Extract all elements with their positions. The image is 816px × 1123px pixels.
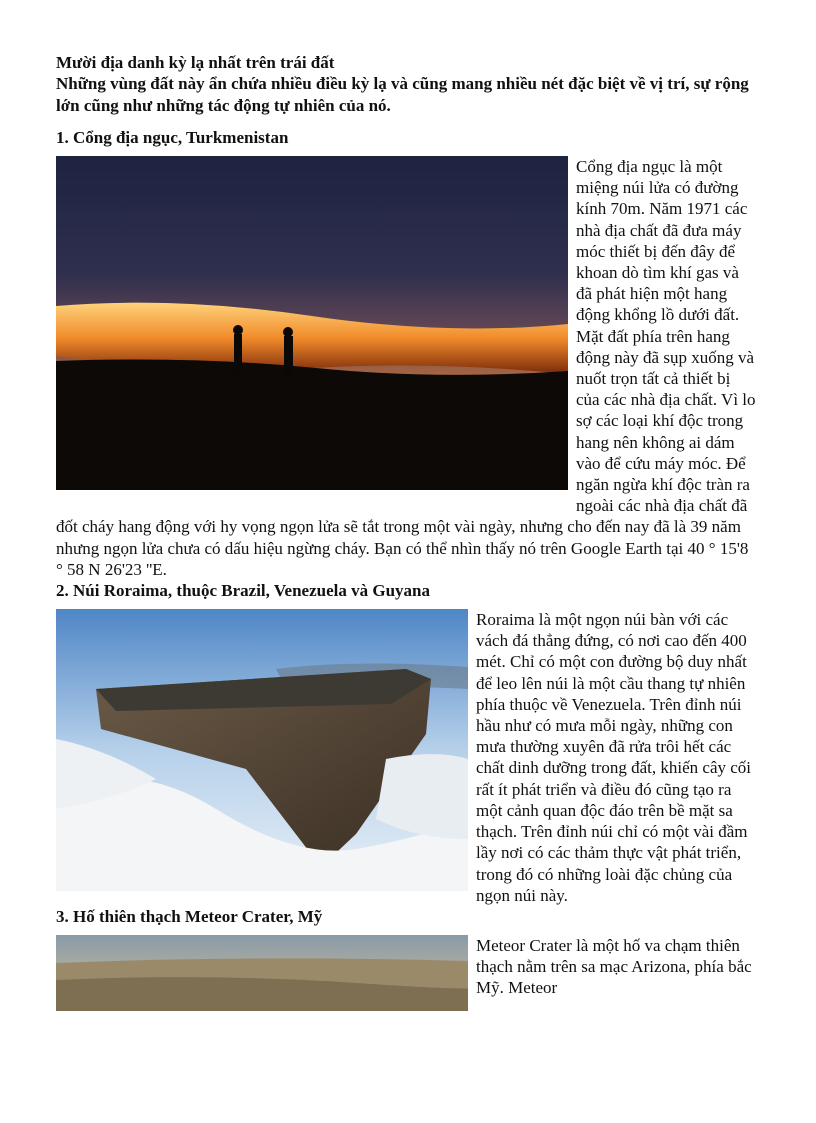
section-body: Meteor Crater là một hố va chạm thiên thạch nằm trên sa mạc Arizona, phía bắc Mỹ. Meteor xyxy=(476,935,752,998)
document-page xyxy=(56,52,756,1011)
document-subtitle: Những vùng đất này ẩn chứa nhiều điều kỳ lạ và cũng mang nhiều nét đặc biệt về vị trí, sự rộng lớn cũng như những tác động tự nhiên của nó. xyxy=(56,74,749,115)
section-roraima xyxy=(56,580,756,906)
meteor-crater-photo xyxy=(56,935,468,1011)
document-title: Mười địa danh kỳ lạ nhất trên trái đất xyxy=(56,53,335,72)
section-heading: 2. Núi Roraima, thuộc Brazil, Venezuela và Guyana xyxy=(56,581,431,601)
section-heading: 3. Hố thiên thạch Meteor Crater, Mỹ xyxy=(56,906,323,926)
section-hell-gate xyxy=(56,127,756,580)
section-body: Roraima là một ngọn núi bàn với các vách đá thẳng đứng, có nơi cao đến 400 mét. Chỉ có một con đường bộ duy nhất để leo lên núi là một cầu thang tự nhiên phía thuộc về Venezuela. Trên đỉnh núi hầu như có mưa mỗi ngày, những con mưa thường xuyên đã rửa trôi hết các chất dinh dưỡng trong đất, khiến cây cối rất ít phát triển và điều đó cũng tạo ra một cảnh quan độc đáo trên bề mặt sa thạch. Trên đỉnh núi chỉ có một vài đầm lầy nơi có các thảm thực vật phát triển, trong đó có những loài đặc chủng của ngọn núi này. xyxy=(476,610,752,905)
section-meteor-crater xyxy=(56,906,756,999)
section-heading: 1. Cổng địa ngục, Turkmenistan xyxy=(56,128,289,147)
roraima-mountain-photo xyxy=(56,609,468,891)
darvaza-crater-photo xyxy=(56,156,568,490)
section-body: Cổng địa ngục là một miệng núi lửa có đường kính 70m. Năm 1971 các nhà địa chất đã đưa máy móc thiết bị đến đây để khoan dò tìm khí gas và đã phát hiện một hang động khổng lồ dưới đất. Mặt đất phía trên hang động này đã sụp xuống và nuốt trọn tất cả thiết bị của các nhà địa chất. Vì lo sợ các loại khí độc trong hang nên không ai dám vào để cứu máy móc. Để ngăn ngừa khí độc tràn ra ngoài các nhà địa chất đã đốt cháy hang động với hy vọng ngọn lửa sẽ tắt trong một vài ngày, nhưng cho đến nay đã là 39 năm nhưng ngọn lửa chưa có dấu hiệu ngừng cháy. Bạn có thể nhìn thấy nó trên Google Earth tại 40 ° 15'8 ° 58 N 26'23 ''E. xyxy=(56,157,756,579)
